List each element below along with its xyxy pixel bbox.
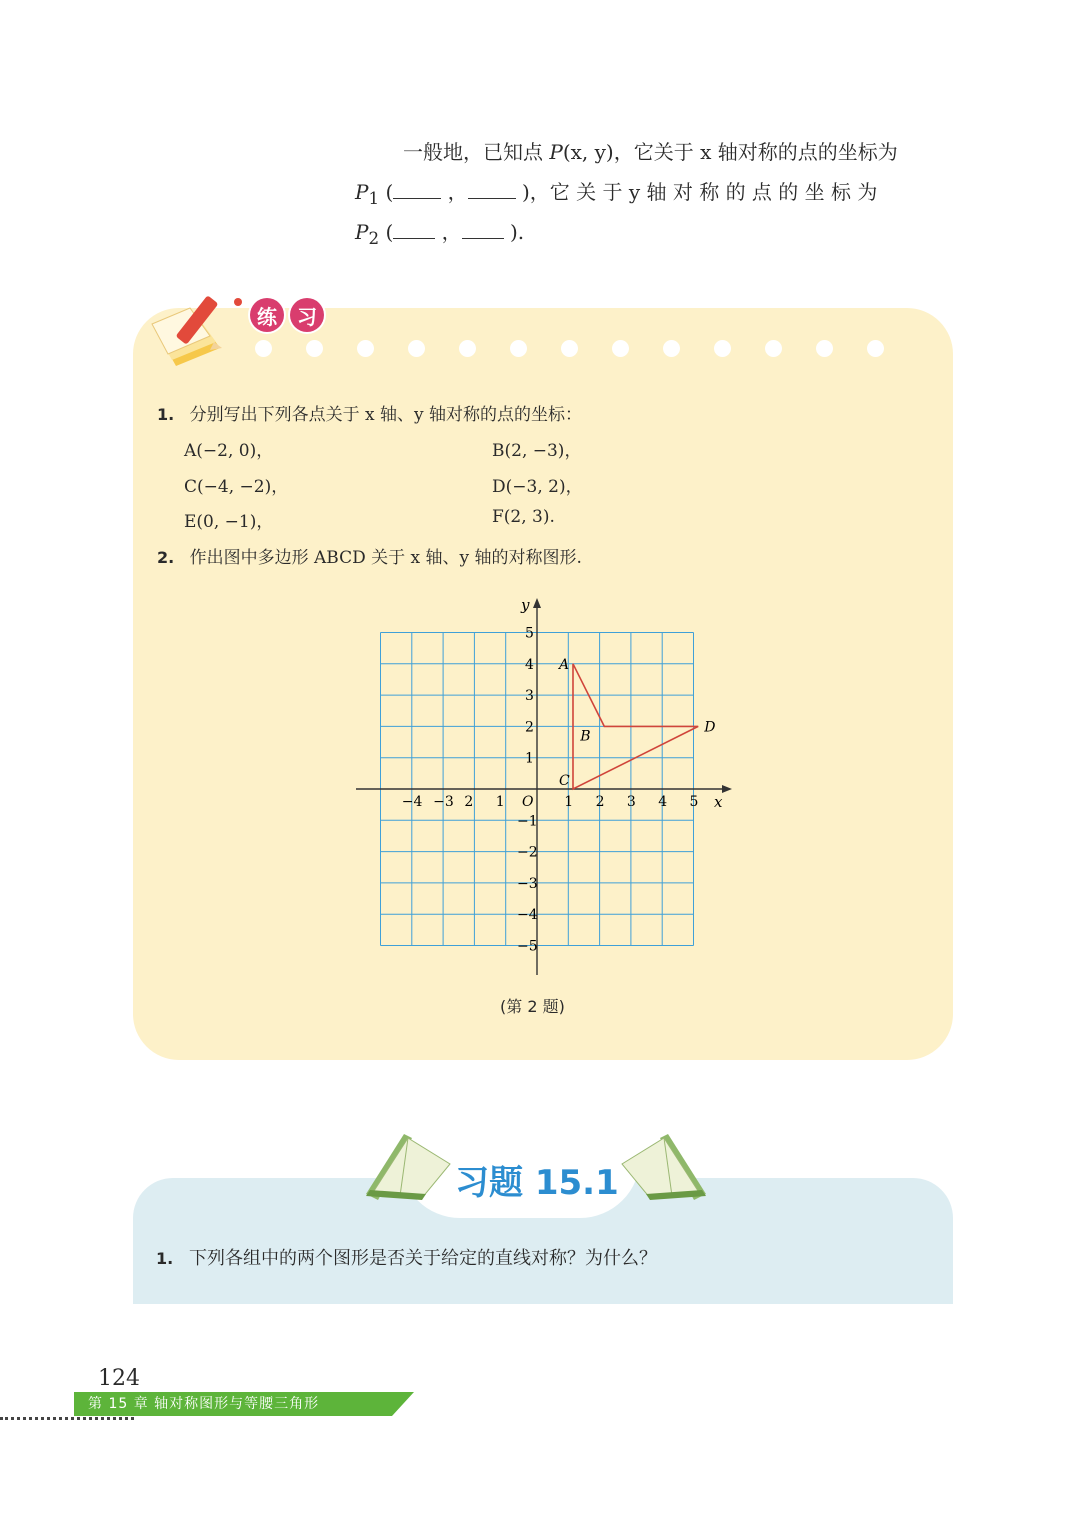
practice-question-1: 1. 分别写出下列各点关于 x 轴、y 轴对称的点的坐标： bbox=[157, 405, 583, 425]
vertex-label: C bbox=[558, 773, 570, 789]
vertex-label: B bbox=[580, 728, 591, 745]
practice-question-2: 2. 作出图中多边形 ABCD 关于 x 轴、y 轴的对称图形. bbox=[157, 548, 582, 568]
dotted-divider bbox=[0, 1417, 134, 1420]
x-tick-label: 2 bbox=[464, 794, 474, 810]
open-book-icon bbox=[612, 1124, 712, 1204]
answer-blank bbox=[393, 220, 435, 239]
x-tick-label: 1 bbox=[495, 794, 505, 810]
page-number: 124 bbox=[98, 1366, 140, 1391]
chapter-label: 第 15 章 轴对称图形与等腰三角形 bbox=[88, 1396, 320, 1412]
point-item: F(2, 3). bbox=[492, 507, 555, 527]
open-book-icon bbox=[360, 1124, 460, 1204]
y-tick-label: 5 bbox=[525, 625, 534, 642]
y-tick-label: 2 bbox=[525, 719, 534, 736]
coordinate-grid bbox=[340, 590, 740, 990]
y-tick-label: −1 bbox=[517, 813, 538, 830]
y-tick-label: 1 bbox=[525, 750, 534, 767]
figure-caption: (第 2 题) bbox=[500, 997, 565, 1016]
x-axis-arrow bbox=[722, 785, 732, 793]
vertex-label: A bbox=[558, 656, 570, 673]
x-tick-label: 1 bbox=[564, 794, 574, 810]
x-tick-label: 5 bbox=[689, 794, 699, 810]
x-tick-label: 4 bbox=[658, 794, 668, 810]
x-axis-label: x bbox=[714, 793, 723, 811]
point-item: B(2, −3)， bbox=[492, 441, 582, 461]
pencil-notepad-icon bbox=[150, 288, 260, 368]
exercise-question-1: 1. 下列各组中的两个图形是否关于给定的直线对称？为什么？ bbox=[156, 1248, 657, 1269]
y-tick-label: 4 bbox=[525, 656, 534, 673]
answer-blank bbox=[468, 180, 516, 199]
y-tick-label: −4 bbox=[517, 907, 538, 924]
origin-label: O bbox=[522, 794, 534, 810]
y-tick-label: −3 bbox=[517, 875, 538, 892]
practice-header bbox=[150, 288, 960, 368]
vertex-label: D bbox=[704, 719, 716, 736]
y-axis-arrow bbox=[533, 598, 541, 608]
practice-title-char: 习 bbox=[290, 298, 324, 332]
answer-blank bbox=[393, 180, 441, 199]
point-item: C(−4, −2)， bbox=[184, 477, 289, 497]
y-tick-label: −5 bbox=[517, 938, 538, 955]
point-item: D(−3, 2)， bbox=[492, 477, 583, 497]
practice-title-char: 练 bbox=[250, 298, 284, 332]
intro-line-3: $P_2$ ( ， ). bbox=[355, 220, 525, 248]
point-item: A(−2, 0)， bbox=[184, 441, 274, 461]
y-tick-label: −2 bbox=[517, 844, 538, 861]
point-item: E(0, −1)， bbox=[184, 512, 274, 532]
intro-line-1: 一般地，已知点 P(x, y)，它关于 x 轴对称的点的坐标为 bbox=[403, 140, 898, 164]
x-tick-label: 2 bbox=[595, 794, 605, 810]
x-tick-label: 3 bbox=[626, 794, 636, 810]
y-tick-label: 3 bbox=[525, 688, 534, 705]
exercise-title: 习题 15.1 bbox=[455, 1163, 619, 1203]
y-axis-label: y bbox=[521, 596, 530, 614]
answer-blank bbox=[462, 220, 504, 239]
x-tick-label: −3 bbox=[433, 794, 454, 810]
x-tick-label: −4 bbox=[401, 794, 423, 810]
intro-line-2: $P_1$ ( ， )，它 关 于 y 轴 对 称 的 点 的 坐 标 为 bbox=[355, 180, 878, 208]
